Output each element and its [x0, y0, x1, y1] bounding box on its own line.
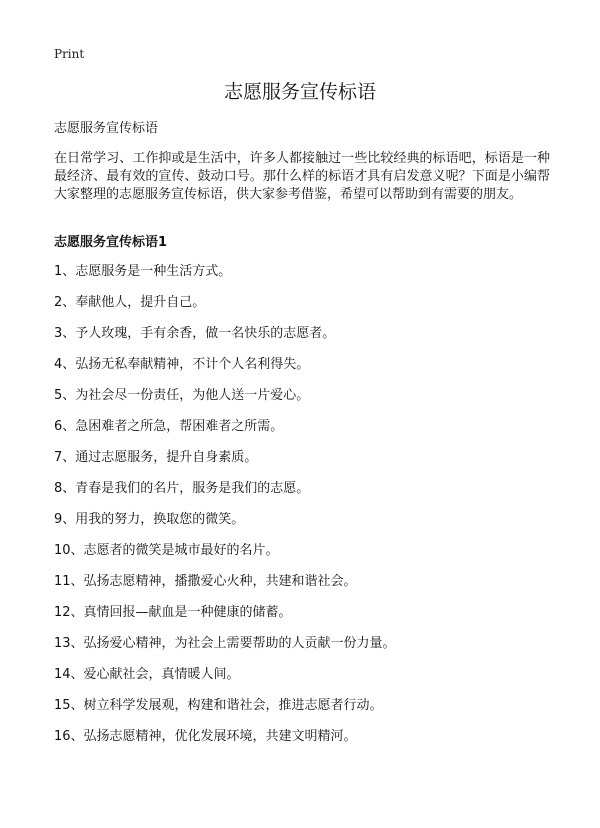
intro-paragraph: 在日常学习、工作抑或是生活中，许多人都接触过一些比较经典的标语吧，标语是一种最经济、最有效的宣传、鼓动口号。那什么样的标语才具有启发意义呢？下面是小编帮大家整理的志愿服务宣传标语，供大家参考借鉴，希望可以帮助到有需要的朋友。 [54, 151, 550, 202]
page-title: 志愿服务宣传标语 [223, 81, 376, 103]
slogan-item: 10、志愿者的微笑是城市最好的名片。 [54, 543, 279, 558]
slogan-item: 15、树立科学发展观，构建和谐社会，推进志愿者行动。 [54, 698, 383, 713]
slogan-item: 14、爱心献社会，真情暖人间。 [54, 667, 240, 682]
slogan-item: 4、弘扬无私奉献精神，不计个人名利得失。 [54, 357, 310, 372]
slogan-item: 5、为社会尽一份责任，为他人送一片爱心。 [54, 388, 310, 403]
slogan-item: 9、用我的努力，换取您的微笑。 [54, 512, 245, 527]
slogan-item: 8、青春是我们的名片，服务是我们的志愿。 [54, 481, 310, 496]
slogan-item: 3、予人玫瑰，手有余香，做一名快乐的志愿者。 [54, 326, 336, 341]
slogan-item: 13、弘扬爱心精神，为社会上需要帮助的人贡献一份力量。 [54, 636, 396, 651]
slogan-item: 6、急困难者之所急，帮困难者之所需。 [54, 419, 284, 434]
slogan-item: 1、志愿服务是一种生活方式。 [54, 264, 232, 279]
slogan-item: 7、通过志愿服务，提升自身素质。 [54, 450, 258, 465]
slogan-item: 16、弘扬志愿精神，优化发展环境，共建文明精河。 [54, 729, 357, 744]
section-heading: 志愿服务宣传标语1 [54, 235, 168, 250]
slogan-list [54, 263, 550, 759]
document-subtitle: 志愿服务宣传标语 [54, 121, 159, 136]
slogan-item: 12、真情回报—献血是一种健康的储蓄。 [54, 605, 292, 620]
print-link[interactable]: Print [54, 47, 85, 61]
slogan-item: 2、奉献他人，提升自己。 [54, 295, 206, 310]
slogan-item: 11、弘扬志愿精神，播撒爱心火种，共建和谐社会。 [54, 574, 357, 589]
